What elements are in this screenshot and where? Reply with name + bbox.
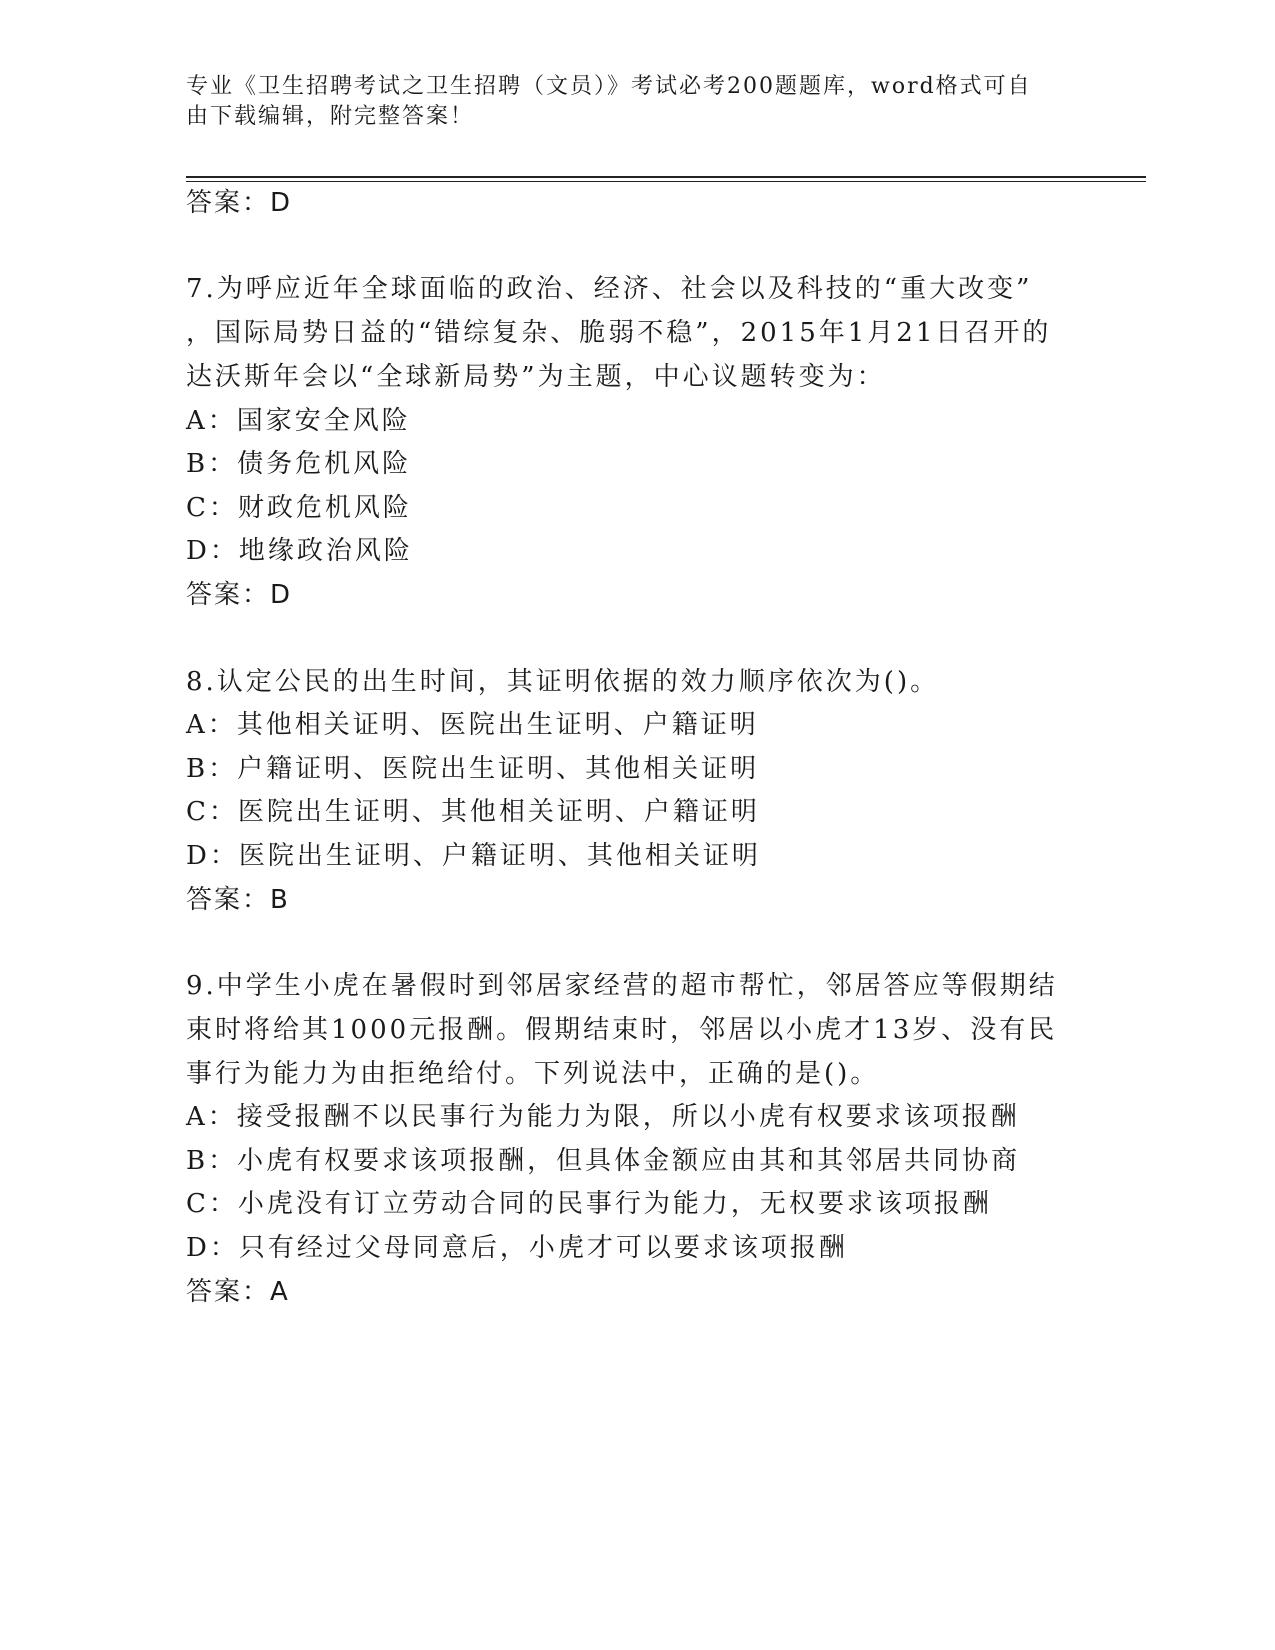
header-divider — [186, 176, 1146, 178]
header-line: 专业《卫生招聘考试之卫生招聘（文员）》考试必考200题题库，word格式可自 — [186, 74, 1032, 99]
header-line: 由下载编辑，附完整答案！ — [186, 104, 475, 129]
question-8-option-b: B：户籍证明、医院出生证明、其他相关证明 — [186, 754, 760, 784]
question-7-option-c: C：财政危机风险 — [186, 493, 412, 523]
question-7-stem: 7.为呼应近年全球面临的政治、经济、社会以及科技的“重大改变” — [186, 274, 1033, 304]
question-9-answer: 答案：A — [186, 1277, 290, 1307]
question-9-stem: 事行为能力为由拒绝给付。下列说法中，正确的是()。 — [186, 1059, 880, 1089]
question-9-option-b: B：小虎有权要求该项报酬，但具体金额应由其和其邻居共同协商 — [186, 1146, 1021, 1176]
question-7-option-b: B：债务危机风险 — [186, 449, 412, 479]
question-8-answer: 答案：B — [186, 885, 290, 915]
question-7-stem: ，国际局势日益的“错综复杂、脆弱不稳”，2015年1月21日召开的 — [186, 318, 1052, 348]
question-7-option-d: D：地缘政治风险 — [186, 536, 413, 566]
header-divider-thin — [186, 181, 1146, 182]
answer-label: 答案：D — [186, 188, 293, 218]
question-7-answer: 答案：D — [186, 580, 293, 610]
question-9-option-c: C：小虎没有订立劳动合同的民事行为能力，无权要求该项报酬 — [186, 1189, 992, 1219]
question-7-option-a: A：国家安全风险 — [186, 406, 411, 436]
question-8-option-c: C：医院出生证明、其他相关证明、户籍证明 — [186, 797, 760, 827]
question-8-stem: 8.认定公民的出生时间，其证明依据的效力顺序依次为()。 — [186, 667, 940, 697]
question-7-stem: 达沃斯年会以“全球新局势”为主题，中心议题转变为： — [186, 362, 886, 392]
question-9-stem: 9.中学生小虎在暑假时到邻居家经营的超市帮忙，邻居答应等假期结 — [186, 971, 1058, 1001]
question-8-option-a: A：其他相关证明、医院出生证明、户籍证明 — [186, 710, 759, 740]
question-9-option-a: A：接受报酬不以民事行为能力为限，所以小虎有权要求该项报酬 — [186, 1102, 1020, 1132]
question-8-option-d: D：医院出生证明、户籍证明、其他相关证明 — [186, 841, 761, 871]
question-9-stem: 束时将给其1000元报酬。假期结束时，邻居以小虎才13岁、没有民 — [186, 1015, 1058, 1045]
document-header — [186, 72, 1086, 132]
question-9-option-d: D：只有经过父母同意后，小虎才可以要求该项报酬 — [186, 1233, 848, 1263]
